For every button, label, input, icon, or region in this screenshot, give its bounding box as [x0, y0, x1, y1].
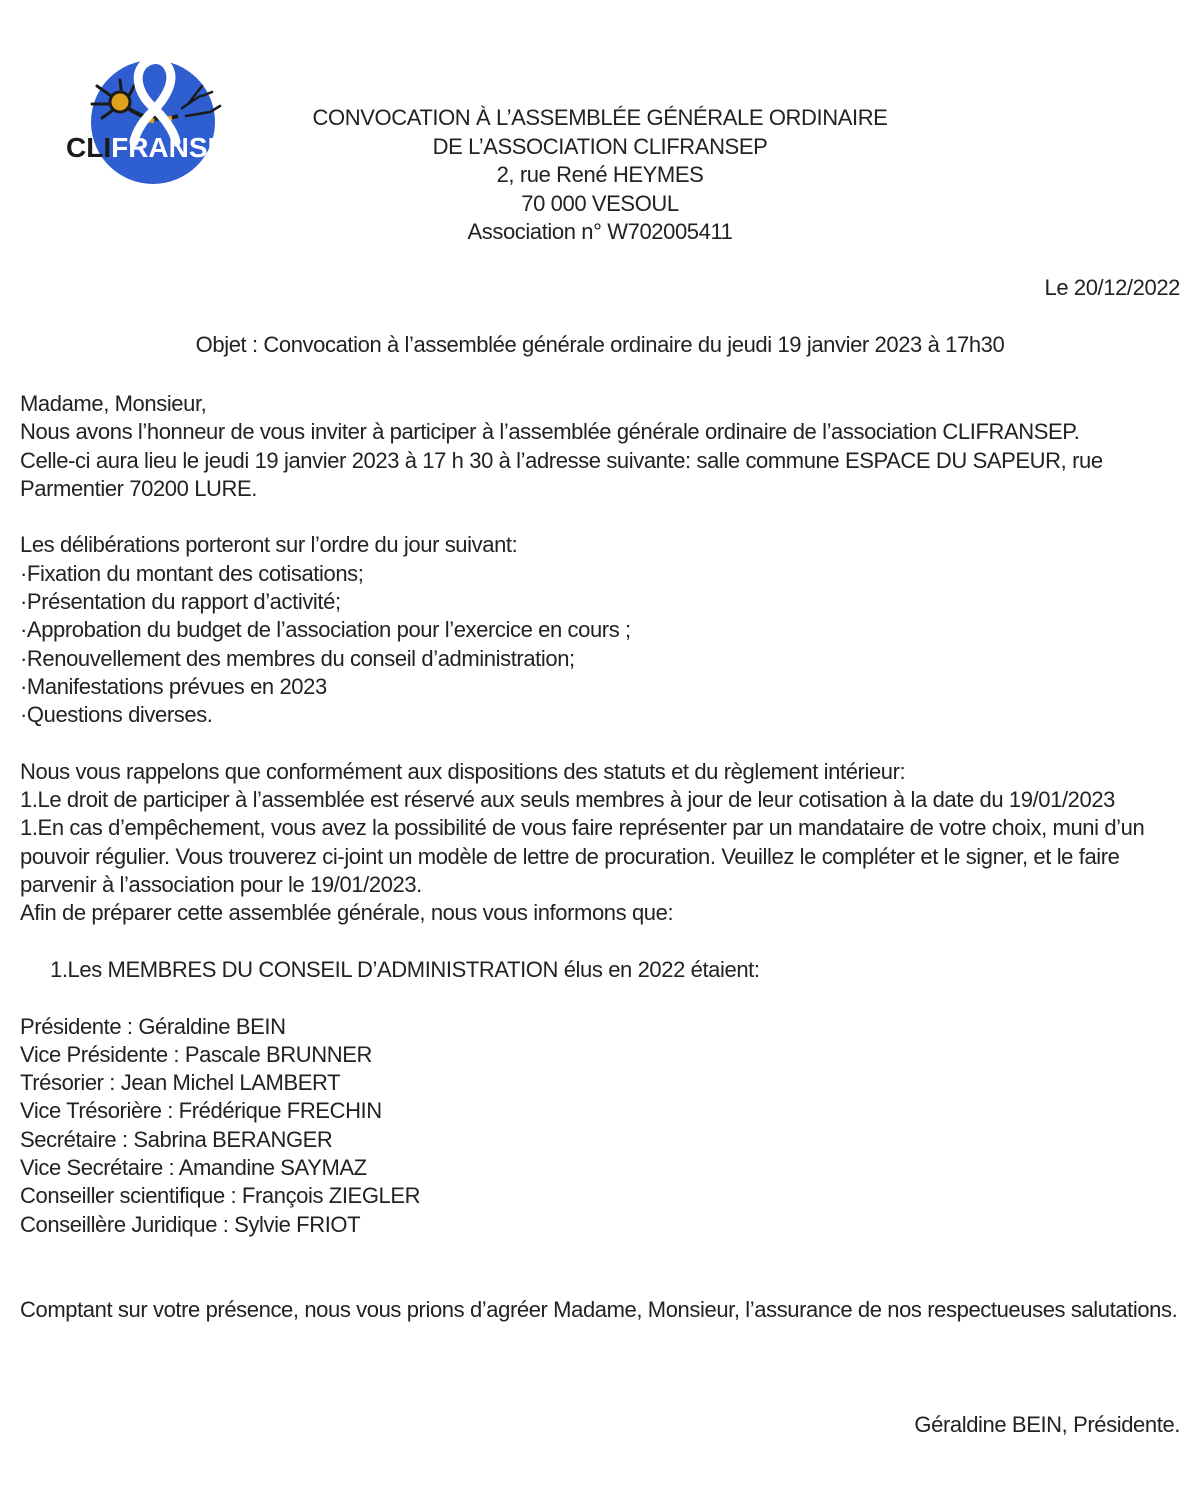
intro-paragraph-2: Celle-ci aura lieu le jeudi 19 janvier 2023 à 17 h 30 à l’adresse suivante: salle commune ESPACE DU SAPEUR, rue Parmentier 70200 LURE.: [20, 447, 1103, 501]
board-member: Présidente : Géraldine BEIN: [20, 1013, 286, 1039]
board-member: Secrétaire : Sabrina BERANGER: [20, 1126, 333, 1152]
board-member: Conseillère Juridique : Sylvie FRIOT: [20, 1211, 361, 1237]
signature: Géraldine BEIN, Présidente.: [914, 1412, 1180, 1437]
rule-2: 1.En cas d’empêchement, vous avez la possibilité de vous faire représenter par un mandataire de votre choix, muni d’un pouvoir régulier. Vous trouverez ci-joint un modèle de lettre de procuration. Veuillez le compléter et le signer, et le faire parvenir à l’association pour le 19/01/2023.: [20, 815, 1145, 898]
header-title-line1: CONVOCATION À L’ASSEMBLÉE GÉNÉRALE ORDINAIRE: [312, 105, 888, 130]
agenda-item: ·Présentation du rapport d’activité;: [20, 589, 341, 615]
rules-intro: Nous vous rappelons que conformément aux dispositions des statuts et du règlement intérieur:: [20, 758, 906, 784]
agenda-item: ·Approbation du budget de l’association pour l’exercice en cours ;: [20, 617, 631, 643]
intro-paragraph-1: Nous avons l’honneur de vous inviter à participer à l’assemblée générale ordinaire de l’association CLIFRANSEP.: [20, 419, 1080, 445]
board-member: Vice Secrétaire : Amandine SAYMAZ: [20, 1155, 367, 1181]
greeting: Madame, Monsieur,: [20, 391, 207, 416]
board-member: Vice Présidente : Pascale BRUNNER: [20, 1041, 372, 1067]
letter-subject: Objet : Convocation à l’assemblée générale ordinaire du jeudi 19 janvier 2023 à 17h30: [195, 332, 1005, 357]
clifransep-logo: [62, 56, 244, 188]
board-member: Trésorier : Jean Michel LAMBERT: [20, 1070, 341, 1096]
letter-body: [20, 390, 1185, 1324]
header-address-city: 70 000 VESOUL: [521, 190, 679, 216]
closing-paragraph: Comptant sur votre présence, nous vous prions d’agréer Madame, Monsieur, l’assurance de nos respectueuses salutations.: [20, 1296, 1178, 1322]
agenda-item: ·Fixation du montant des cotisations;: [20, 560, 364, 586]
board-title: 1.Les MEMBRES DU CONSEIL D’ADMINISTRATION élus en 2022 étaient:: [50, 956, 760, 982]
agenda-title: Les délibérations porteront sur l’ordre du jour suivant:: [20, 532, 518, 558]
logo-text-fransep: FRANSEP: [111, 132, 244, 163]
board-member: Conseiller scientifique : François ZIEGLER: [20, 1183, 421, 1209]
agenda-item: ·Renouvellement des membres du conseil d’administration;: [20, 645, 575, 671]
logo-text-cli: CLI: [66, 132, 112, 163]
letter-date: Le 20/12/2022: [1044, 275, 1180, 300]
header-title-line2: DE L’ASSOCIATION CLIFRANSEP: [432, 133, 768, 159]
svg-text:CLIFRANSEP: [66, 132, 244, 163]
board-member: Vice Trésorière : Frédérique FRECHIN: [20, 1098, 382, 1124]
document-header: [300, 104, 900, 247]
header-association-number: Association n° W702005411: [467, 219, 733, 245]
header-address-street: 2, rue René HEYMES: [496, 162, 704, 188]
agenda-item: ·Manifestations prévues en 2023: [20, 673, 327, 699]
clifransep-logo-graphic: [62, 56, 244, 188]
preparation-note: Afin de préparer cette assemblée générale, nous vous informons que:: [20, 900, 674, 926]
rule-1: 1.Le droit de participer à l’assemblée est réservé aux seuls membres à jour de leur cotisation à la date du 19/01/2023: [20, 787, 1116, 813]
agenda-item: ·Questions diverses.: [20, 702, 213, 728]
